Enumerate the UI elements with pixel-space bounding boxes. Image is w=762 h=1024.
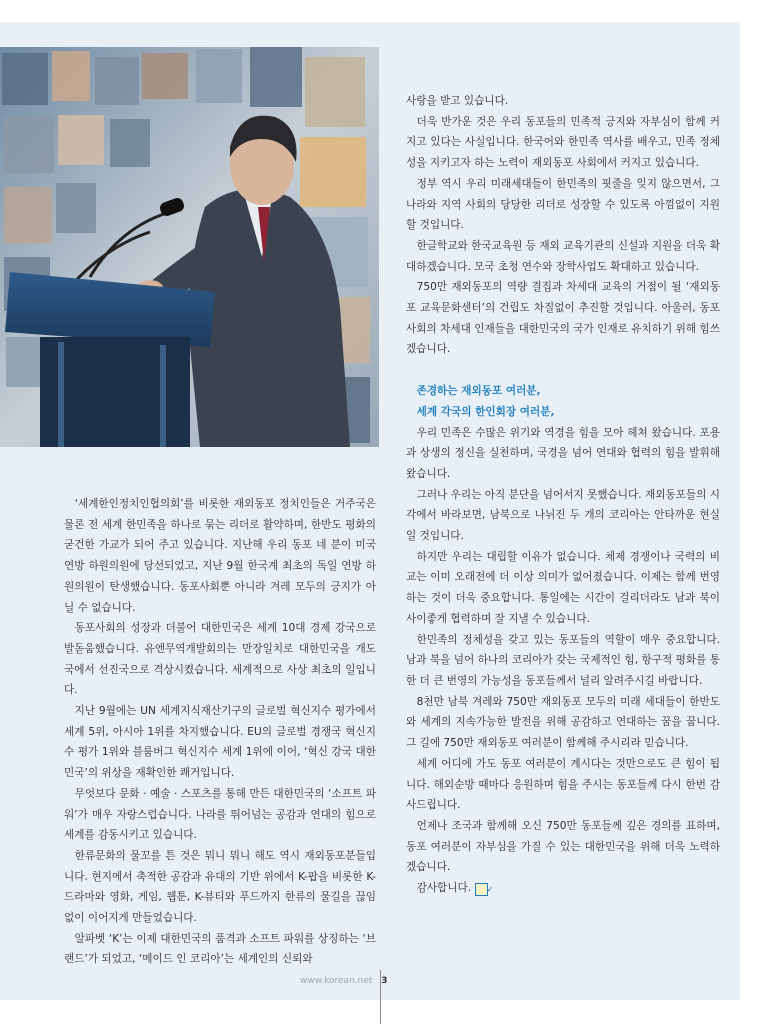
section-heading-line2: 세계 각국의 한인회장 여러분, <box>416 405 555 418</box>
end-mark-icon: ✓ <box>475 883 488 896</box>
paragraph: 무엇보다 문화 · 예술 · 스포츠를 통해 만든 대한민국의 ‘소프트 파워’가 매우 자랑스럽습니다. 나라를 뛰어넘는 공감과 연대의 힘으로 세계를 감동시키고 있습니다. <box>64 787 376 842</box>
footer-divider <box>380 970 381 1024</box>
paragraph: 사랑을 받고 있습니다. <box>406 95 509 107</box>
paragraph: 한민족의 정체성을 갖고 있는 동포들의 역할이 매우 중요합니다. 남과 북을 넘어 하나의 코리아가 갖는 국제적인 힘, 항구적 평화를 통한 더 큰 번영의 가능성을 동포들께서 널리 알려주시길 바랍니다. <box>406 633 720 687</box>
page-number: 3 <box>381 976 388 986</box>
paragraph: 동포사회의 성장과 더불어 대한민국은 세계 10대 경제 강국으로 발돋움했습니다. 유엔무역개발회의는 만장일치로 대한민국을 개도국에서 선진국으로 격상시켰습니다. 세계적으로 사상 최초의 일입니다. <box>64 622 376 697</box>
paragraph: ‘세계한인정치인협의회’를 비롯한 재외동포 정치인들은 거주국은 물론 전 세계 한민족을 하나로 묶는 리더로 활약하며, 한반도 평화의 굳건한 가교가 되어 주고 있습니다. 지난해 우리 동포 네 분이 미국 연방 하원의원에 당선되었고, 지난 9월 한국계 최초의 독일 연방 하원의원이 탄생했습니다. 동포사회뿐 아니라 겨레 모두의 긍지가 아닐 수 없습니다. <box>64 498 376 614</box>
paragraph: 우리 민족은 수많은 위기와 역경을 힘을 모아 헤쳐 왔습니다. 포용과 상생의 정신을 실천하며, 국경을 넘어 연대와 협력의 힘을 발휘해 왔습니다. <box>406 426 720 480</box>
right-text-column <box>406 91 720 899</box>
paragraph: 750만 재외동포의 역량 결집과 차세대 교육의 거점이 될 ‘재외동포 교육문화센터’의 건립도 차질없이 추진할 것입니다. 아울러, 동포사회의 차세대 인재들을 대한민국의 국가 인재로 유치하기 위해 힘쓰겠습니다. <box>406 281 720 356</box>
paragraph: 정부 역시 우리 미래세대들이 한민족의 핏줄을 잊지 않으면서, 그 나라와 지역 사회의 당당한 리더로 성장할 수 있도록 아낌없이 지원할 것입니다. <box>406 177 720 232</box>
paragraph: 지난 9월에는 UN 세계지식재산기구의 글로벌 혁신지수 평가에서 세계 5위, 아시아 1위를 차지했습니다. EU의 글로벌 경쟁국 혁신지수 평가 1위와 블룸버그 혁신지수 세계 1위에 이어, ‘혁신 강국 대한민국’의 위상을 재확인한 쾌거입니다. <box>64 705 376 780</box>
paragraph: 그러나 우리는 아직 분단을 넘어서지 못했습니다. 재외동포들의 시각에서 바라보면, 남북으로 나뉘진 두 개의 코리아는 안타까운 현실일 것입니다. <box>406 488 720 543</box>
paragraph: 언제나 조국과 함께해 오신 750만 동포들께 깊은 경의를 표하며, 동포 여러분이 자부심을 가질 수 있는 대한민국을 위해 더욱 노력하겠습니다. <box>406 819 720 874</box>
section-spacer <box>406 360 720 381</box>
page-footer <box>300 976 388 986</box>
left-text-column <box>64 494 376 970</box>
paragraph: 더욱 반가운 것은 우리 동포들의 민족적 긍지와 자부심이 함께 커지고 있다는 사실입니다. 한국어와 한민족 역사를 배우고, 민족 정체성을 지키고자 하는 노력이 재외동포 사회에서 커지고 있습니다. <box>406 115 720 170</box>
speech-photo-illustration <box>0 47 379 447</box>
paragraph: 알파벳 ‘K’는 이제 대한민국의 품격과 소프트 파워를 상징하는 ‘브랜드’가 되었고, ‘메이드 인 코리아’는 세계인의 신뢰와 <box>64 932 376 966</box>
footer-site: www.korean.net <box>300 976 373 986</box>
paragraph: 한글학교와 한국교육원 등 재외 교육기관의 신설과 지원을 더욱 확대하겠습니다. 모국 초청 연수와 장학사업도 확대하고 있습니다. <box>406 239 720 273</box>
section-heading-line1: 존경하는 재외동포 여러분, <box>416 385 541 398</box>
paragraph: 8천만 남북 겨레와 750만 재외동포 모두의 미래 세대들이 한반도와 세계의 지속가능한 발전을 위해 공감하고 연대하는 꿈을 꿉니다. 그 길에 750만 재외동포 여러분이 함께해 주시리라 믿습니다. <box>406 695 720 750</box>
paragraph: 하지만 우리는 대립할 이유가 없습니다. 체제 경쟁이나 국력의 비교는 이미 오래전에 더 이상 의미가 없어졌습니다. 이제는 함께 번영하는 것이 더욱 중요합니다. 통일에는 시간이 걸리더라도 남과 북이 사이좋게 협력하며 잘 지낼 수 있습니다. <box>406 550 720 625</box>
paragraph: 세계 어디에 가도 동포 여러분이 계시다는 것만으로도 큰 힘이 됩니다. 해외순방 때마다 응원하며 힘을 주시는 동포들께 다시 한번 감사드립니다. <box>406 757 720 812</box>
speech-photo <box>0 47 379 447</box>
closing-paragraph <box>406 878 720 899</box>
closing-text: 감사합니다. <box>416 882 472 895</box>
paragraph: 한류문화의 물꼬를 튼 것은 뭐니 뭐니 해도 역시 재외동포분들입니다. 현지에서 축적한 공감과 유대의 기반 위에서 K-팝을 비롯한 K-드라마와 영화, 게임, 웹툰, K-뷰티와 푸드까지 한류의 물길을 끊임없이 이어지게 만들었습니다. <box>64 849 376 925</box>
